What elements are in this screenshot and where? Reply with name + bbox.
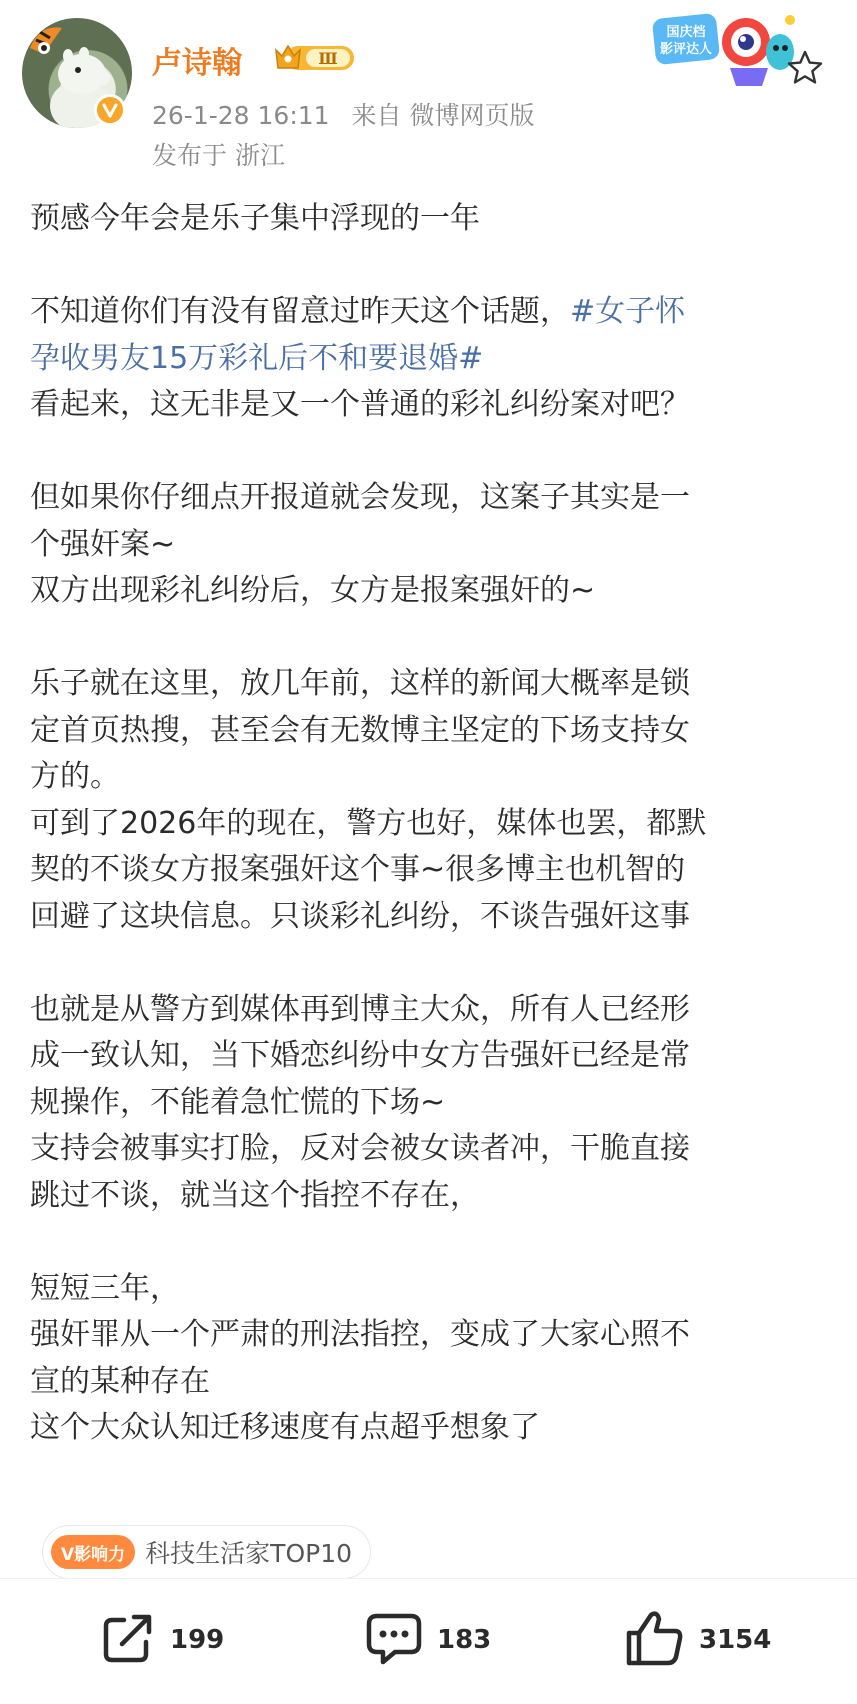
comment-count: 183	[437, 1625, 492, 1655]
content-text: 看起来，这无非是又一个普通的彩礼纠纷案对吧？	[30, 387, 690, 422]
content-line	[30, 429, 830, 476]
content-line	[30, 1080, 830, 1127]
content-line	[30, 1219, 830, 1266]
content-text: 宣的某种存在	[30, 1363, 210, 1399]
content-text: 个强奸案~	[30, 526, 176, 562]
content-text: 可到了2026年的现在，警方也好，媒体也罢，都默	[30, 805, 707, 841]
share-button[interactable]	[100, 1600, 224, 1680]
content-text: 双方出现彩礼纠纷后，女方是报案强奸的~	[30, 573, 596, 608]
post-source: 来自 微博网页版	[351, 101, 535, 130]
topic-link[interactable]: #女子怀	[570, 294, 686, 329]
thumbs-up-icon	[625, 1609, 685, 1671]
user-level-text: Ⅲ	[318, 49, 338, 68]
content-line	[30, 894, 830, 941]
content-line	[30, 243, 830, 290]
user-level-badge[interactable]	[272, 40, 360, 74]
content-text: 定首页热搜，甚至会有无数博主坚定的下场支持女	[30, 712, 690, 748]
content-line	[30, 847, 830, 894]
content-text: 乐子就在这里，放几年前，这样的新闻大概率是锁	[30, 666, 690, 701]
action-bar	[0, 1600, 857, 1680]
content-line	[30, 754, 830, 801]
content-line	[30, 475, 830, 522]
post-meta	[152, 96, 548, 132]
username[interactable]: 卢诗翰	[152, 46, 242, 81]
content-text: 回避了这块信息。只谈彩礼纠纷，不谈告强奸这事	[30, 898, 690, 934]
content-text: 成一致认知，当下婚恋纠纷中女方告强奸已经是常	[30, 1038, 690, 1073]
content-text: 强奸罪从一个严肃的刑法指控，变成了大家心照不	[30, 1317, 690, 1352]
content-text: 也就是从警方到媒体再到博主大众，所有人已经形	[30, 991, 690, 1027]
content-text: 支持会被事实打脸，反对会被女读者冲，干脆直接	[30, 1131, 690, 1166]
content-line	[30, 522, 830, 569]
content-line	[30, 382, 830, 429]
topic-link[interactable]: 孕收男友15万彩礼后不和要退婚#	[30, 340, 484, 376]
comment-icon	[365, 1610, 423, 1670]
influence-tag-label: 科技生活家TOP10	[145, 1539, 353, 1568]
content-text: 规操作，不能着急忙慌的下场~	[30, 1084, 446, 1120]
content-text: 这个大众认知迁移速度有点超乎想象了	[30, 1410, 540, 1445]
content-text: 跳过不谈，就当这个指控不存在，	[30, 1177, 480, 1213]
content-line	[30, 1359, 830, 1406]
like-button[interactable]	[625, 1600, 771, 1680]
avatar[interactable]	[22, 18, 132, 130]
influence-logo: V影响力	[51, 1535, 135, 1569]
content-line	[30, 615, 830, 662]
content-text: 不知道你们有没有留意过昨天这个话题，	[30, 294, 570, 329]
comment-button[interactable]	[365, 1600, 491, 1680]
content-line	[30, 940, 830, 987]
post-time: 26-1-28 16:11	[152, 101, 330, 130]
content-line	[30, 1405, 830, 1452]
content-line	[30, 708, 830, 755]
content-line	[30, 801, 830, 848]
content-line	[30, 1033, 830, 1080]
post-location: 发布于 浙江	[152, 141, 285, 170]
promo-badge-line1: 国庆档	[666, 24, 706, 39]
content-line	[30, 336, 830, 383]
content-line	[30, 196, 830, 243]
promo-badge-line2: 影评达人	[659, 41, 713, 56]
promo-badge[interactable]	[650, 8, 800, 90]
content-text: 方的。	[30, 759, 120, 794]
influence-tag[interactable]	[42, 1525, 371, 1579]
favorite-star-icon[interactable]	[785, 48, 825, 88]
content-line	[30, 1126, 830, 1173]
share-icon	[100, 1610, 156, 1670]
content-line	[30, 661, 830, 708]
content-line	[30, 987, 830, 1034]
content-line	[30, 289, 830, 336]
content-line	[30, 1266, 830, 1313]
share-count: 199	[170, 1625, 225, 1655]
content-line	[30, 568, 830, 615]
post-header	[0, 0, 857, 170]
content-text: 但如果你仔细点开报道就会发现，这案子其实是一	[30, 480, 690, 515]
like-count: 3154	[699, 1625, 772, 1655]
actions-divider	[0, 1578, 857, 1579]
content-text: 预感今年会是乐子集中浮现的一年	[30, 201, 480, 236]
verified-badge-icon	[94, 94, 126, 126]
content-line	[30, 1173, 830, 1220]
content-text: 契的不谈女方报案强奸这个事~很多博主也机智的	[30, 852, 686, 887]
content-line	[30, 1312, 830, 1359]
content-text: 短短三年，	[30, 1270, 180, 1306]
post-content	[30, 196, 830, 1452]
